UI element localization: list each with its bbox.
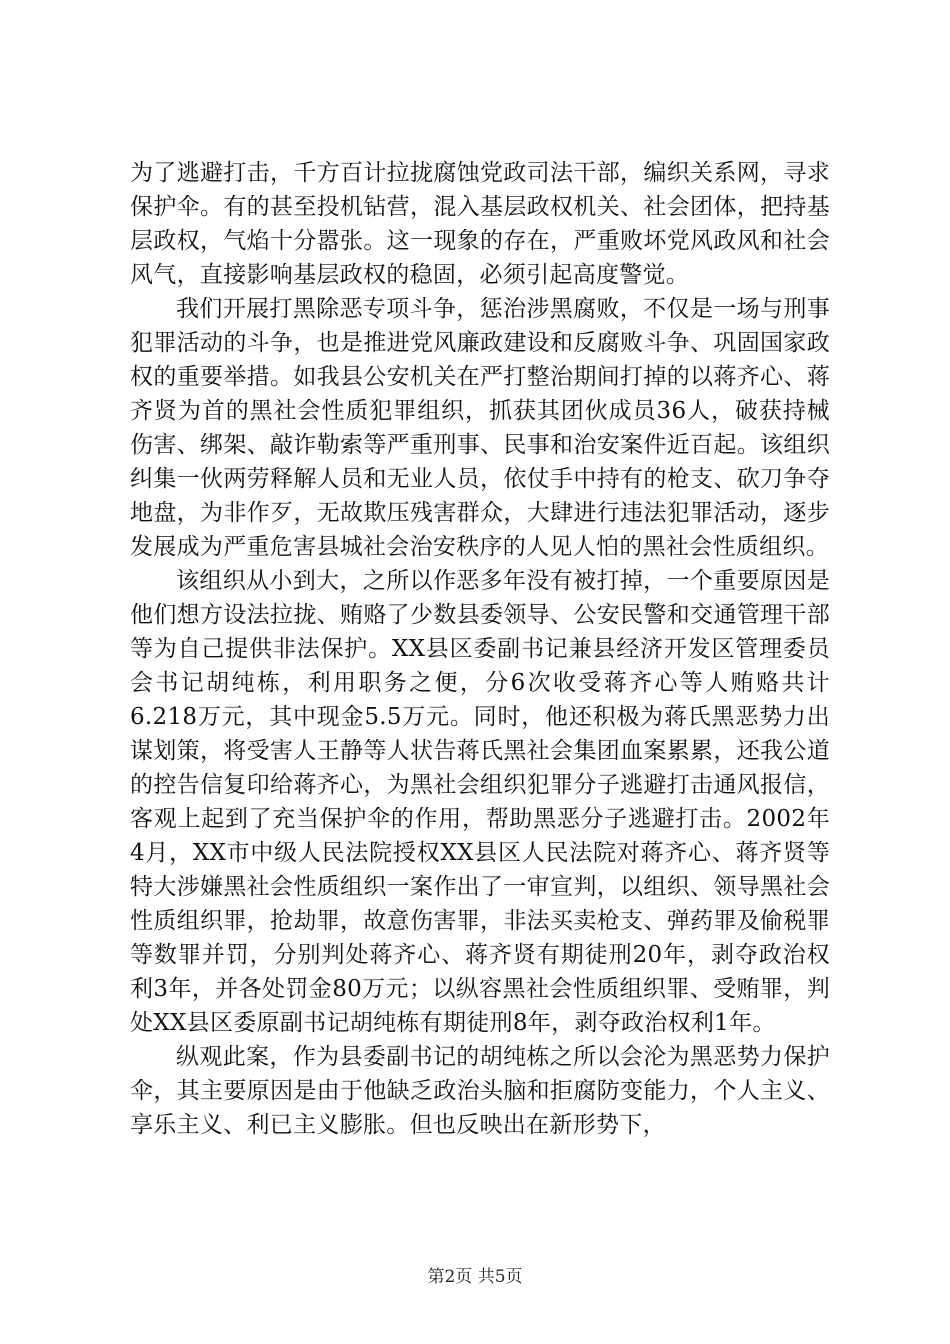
- document-body: [130, 156, 830, 1142]
- paragraph-2: 我们开展打黑除恶专项斗争，惩治涉黑腐败，不仅是一场与刑事犯罪活动的斗争，也是推进党风廉政建设和反腐败斗争、巩固国家政权的重要举措。如我县公安机关在严打整治期间打掉的以蒋齐心、蒋齐贤为首的黑社会性质犯罪组织，抓获其团伙成员36人，破获持械伤害、绑架、敲诈勒索等严重刑事、民事和治安案件近百起。该组织纠集一伙两劳释解人员和无业人员，依仗手中持有的枪支、砍刀争夺地盘，为非作歹，无故欺压残害群众，大肆进行违法犯罪活动，逐步发展成为严重危害县城社会治安秩序的人见人怕的黑社会性质组织。: [130, 296, 830, 560]
- paragraph-1: 为了逃避打击，千方百计拉拢腐蚀党政司法干部，编织关系网，寻求保护伞。有的甚至投机钻营，混入基层政权机关、社会团体，把持基层政权，气焰十分嚣张。这一现象的存在，严重败坏党风政风和社会风气，直接影响基层政权的稳固，必须引起高度警觉。: [130, 160, 830, 288]
- paragraph-3: 该组织从小到大，之所以作恶多年没有被打掉，一个重要原因是他们想方设法拉拢、贿赂了少数县委领导、公安民警和交通管理干部等为自己提供非法保护。XX县区委副书记兼县经济开发区管理委员会书记胡纯栋，利用职务之便，分6次收受蒋齐心等人贿赂共计6.218万元，其中现金5.5万元。同时，他还积极为蒋氏黑恶势力出谋划策，将受害人王静等人状告蒋氏黑社会集团血案累累，还我公道的控告信复印给蒋齐心，为黑社会组织犯罪分子逃避打击通风报信，客观上起到了充当保护伞的作用，帮助黑恶分子逃避打击。2002年4月，XX市中级人民法院授权XX县区人民法院对蒋齐心、蒋齐贤等特大涉嫌黑社会性质组织一案作出了一审宣判，以组织、领导黑社会性质组织罪，抢劫罪，故意伤害罪，非法买卖枪支、弹药罪及偷税罪等数罪并罚，分别判处蒋齐心、蒋齐贤有期徒刑20年，剥夺政治权利3年，并各处罚金80万元；以纵容黑社会性质组织罪、受贿罪，判处XX县区委原副书记胡纯栋有期徒刑8年，剥夺政治权利1年。: [130, 568, 830, 1036]
- page-footer: 第2页 共5页: [427, 1267, 523, 1287]
- paragraph-4: 纵观此案，作为县委副书记的胡纯栋之所以会沦为黑恶势力保护伞，其主要原因是由于他缺乏政治头脑和拒腐防变能力，个人主义、享乐主义、利已主义膨胀。但也反映出在新形势下，: [130, 1044, 830, 1138]
